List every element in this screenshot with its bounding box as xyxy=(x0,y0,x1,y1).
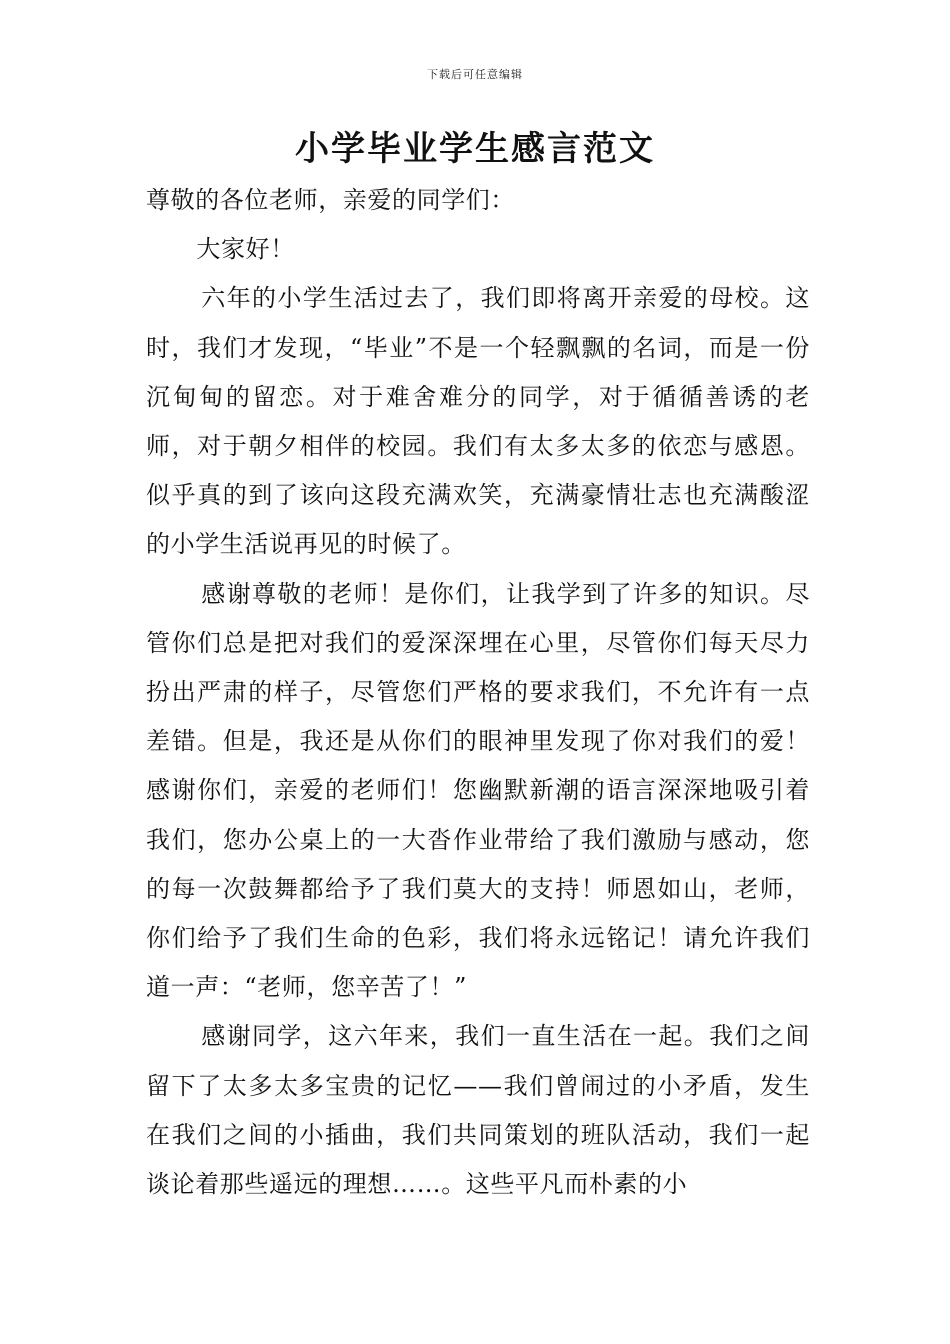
paragraph-1: 六年的小学生活过去了，我们即将离开亲爱的母校。这时，我们才发现，“毕业”不是一个轻飘飘的名词，而是一份沉甸甸的留恋。对于难舍难分的同学，对于循循善诱的老师，对于朝夕相伴的校园。我们有太多太多的依恋与感恩。似乎真的到了该向这段充满欢笑，充满豪情壮志也充满酸涩的小学生活说再见的时候了。 xyxy=(146,284,810,559)
greeting: 大家好！ xyxy=(196,235,295,264)
document-body xyxy=(146,176,810,1209)
paragraph-3: 感谢同学，这六年来，我们一直生活在一起。我们之间留下了太多太多宝贵的记忆——我们曾闹过的小矛盾，发生在我们之间的小插曲，我们共同策划的班队活动，我们一起谈论着那些遥远的理想……。这些平凡而朴素的小 xyxy=(146,1022,810,1199)
paragraph-2: 感谢尊敬的老师！是你们，让我学到了许多的知识。尽管你们总是把对我们的爱深深埋在心里，尽管你们每天尽力扮出严肃的样子，尽管您们严格的要求我们，不允许有一点差错。但是，我还是从你们的眼神里发现了你对我们的爱！感谢你们，亲爱的老师们！您幽默新潮的语言深深地吸引着我们，您办公桌上的一大沓作业带给了我们激励与感动，您的每一次鼓舞都给予了我们莫大的支持！师恩如山，老师，你们给予了我们生命的色彩，我们将永远铭记！请允许我们道一声：“老师，您辛苦了！” xyxy=(146,579,810,1002)
document-title: 小学毕业学生感言范文 xyxy=(295,129,655,169)
salutation: 尊敬的各位老师，亲爱的同学们： xyxy=(146,186,515,214)
header-note: 下载后可任意编辑 xyxy=(427,68,523,81)
